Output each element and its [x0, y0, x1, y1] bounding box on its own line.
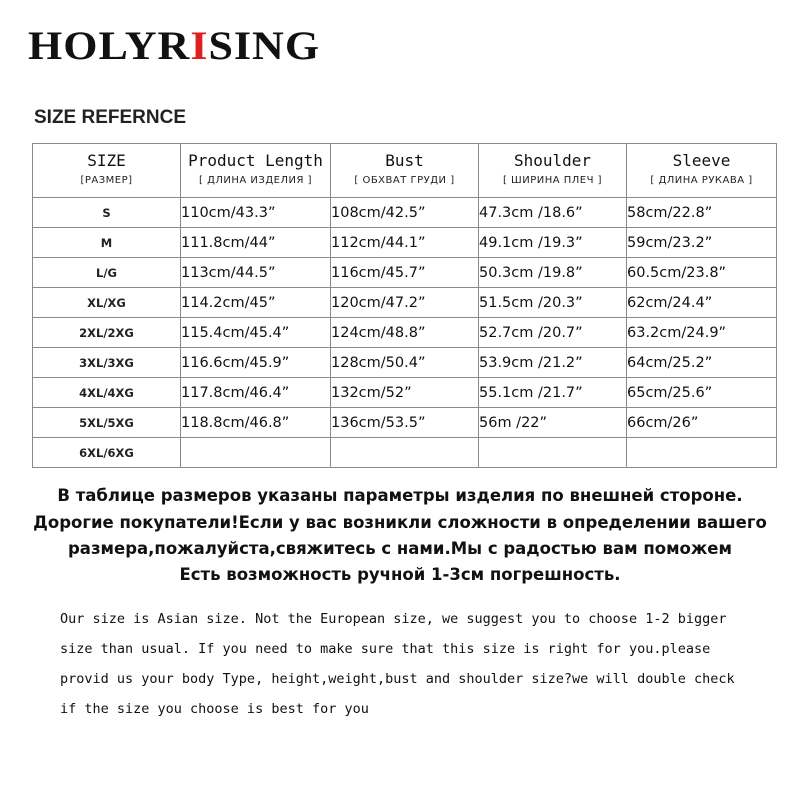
brand-letter-i: I: [190, 23, 209, 69]
header-sub: [ ДЛИНА ИЗДЕЛИЯ ]: [199, 175, 312, 186]
table-header-row: [33, 144, 777, 198]
shoulder-cell: 56m /22”: [479, 408, 627, 438]
sleeve-cell: 62cm/24.4”: [627, 288, 777, 318]
length-cell: 110cm/43.3”: [181, 198, 331, 228]
sleeve-cell: 63.2cm/24.9”: [627, 318, 777, 348]
table-row: [33, 198, 777, 228]
shoulder-cell: 49.1cm /19.3”: [479, 228, 627, 258]
header-shoulder: [479, 144, 627, 198]
header-label: SIZE: [87, 151, 126, 170]
table-row: [33, 378, 777, 408]
length-cell: 115.4cm/45.4”: [181, 318, 331, 348]
bust-cell: 120cm/47.2”: [331, 288, 479, 318]
russian-note-line: В таблице размеров указаны параметры изделия по внешней стороне.: [57, 486, 743, 505]
length-cell: 113cm/44.5”: [181, 258, 331, 288]
size-table: [32, 143, 777, 468]
english-note-line: if the size you choose is best for you: [60, 701, 369, 717]
length-cell: 114.2cm/45”: [181, 288, 331, 318]
bust-cell: [331, 438, 479, 468]
russian-note-line: Дорогие покупатели!Если у вас возникли сложности в определении вашего: [33, 513, 767, 532]
size-cell: 4XL/4XG: [33, 378, 181, 408]
brand-letter-h: H: [28, 23, 64, 69]
header-sub: [ ОБХВАТ ГРУДИ ]: [354, 175, 455, 186]
header-bust: [331, 144, 479, 198]
size-cell: 5XL/5XG: [33, 408, 181, 438]
bust-cell: 128cm/50.4”: [331, 348, 479, 378]
shoulder-cell: 53.9cm /21.2”: [479, 348, 627, 378]
table-row: [33, 408, 777, 438]
table-row: [33, 318, 777, 348]
length-cell: [181, 438, 331, 468]
bust-cell: 112cm/44.1”: [331, 228, 479, 258]
header-label: Bust: [385, 151, 424, 170]
russian-note-line: размера,пожалуйста,свяжитесь с нами.Мы с радостью вам поможем: [68, 539, 732, 558]
header-sub: [ ДЛИНА РУКАВА ]: [650, 175, 753, 186]
sleeve-cell: 65cm/25.6”: [627, 378, 777, 408]
table-row: [33, 438, 777, 468]
header-label: Sleeve: [672, 151, 731, 170]
length-cell: 116.6cm/45.9”: [181, 348, 331, 378]
size-cell: XL/XG: [33, 288, 181, 318]
brand-text-sing: SING: [208, 23, 321, 69]
english-note-line: provid us your body Type, height,weight,bust and shoulder size?we will double check: [60, 671, 735, 687]
table-row: [33, 288, 777, 318]
bust-cell: 108cm/42.5”: [331, 198, 479, 228]
sleeve-cell: 64cm/25.2”: [627, 348, 777, 378]
russian-note-line: Есть возможность ручной 1-3см погрешность.: [179, 565, 621, 584]
english-note-line: Our size is Asian size. Not the European size, we suggest you to choose 1-2 bigger: [60, 611, 727, 627]
sleeve-cell: 66cm/26”: [627, 408, 777, 438]
length-cell: 117.8cm/46.4”: [181, 378, 331, 408]
brand-text-olyr: OLYR: [63, 23, 191, 69]
english-note-line: size than usual. If you need to make sure that this size is right for you.please: [60, 641, 711, 657]
shoulder-cell: 52.7cm /20.7”: [479, 318, 627, 348]
length-cell: 118.8cm/46.8”: [181, 408, 331, 438]
bust-cell: 136cm/53.5”: [331, 408, 479, 438]
sleeve-cell: 60.5cm/23.8”: [627, 258, 777, 288]
shoulder-cell: 51.5cm /20.3”: [479, 288, 627, 318]
shoulder-cell: [479, 438, 627, 468]
shoulder-cell: 50.3cm /19.8”: [479, 258, 627, 288]
table-row: [33, 228, 777, 258]
size-cell: S: [33, 198, 181, 228]
header-sub: [ ШИРИНА ПЛЕЧ ]: [502, 175, 603, 186]
sleeve-cell: 58cm/22.8”: [627, 198, 777, 228]
size-cell: 3XL/3XG: [33, 348, 181, 378]
sleeve-cell: 59cm/23.2”: [627, 228, 777, 258]
size-cell: M: [33, 228, 181, 258]
header-product-length: [181, 144, 331, 198]
size-cell: 2XL/2XG: [33, 318, 181, 348]
size-cell: L/G: [33, 258, 181, 288]
header-label: Product Length: [188, 151, 323, 170]
table-row: [33, 258, 777, 288]
header-sleeve: [627, 144, 777, 198]
header-sub: [РАЗМЕР]: [80, 175, 133, 186]
shoulder-cell: 55.1cm /21.7”: [479, 378, 627, 408]
header-size: [33, 144, 181, 198]
table-row: [33, 348, 777, 378]
bust-cell: 124cm/48.8”: [331, 318, 479, 348]
bust-cell: 132cm/52”: [331, 378, 479, 408]
bust-cell: 116cm/45.7”: [331, 258, 479, 288]
size-cell: 6XL/6XG: [33, 438, 181, 468]
section-title: SIZE REFERNCE: [34, 107, 187, 128]
shoulder-cell: 47.3cm /18.6”: [479, 198, 627, 228]
header-label: Shoulder: [513, 151, 592, 170]
sleeve-cell: [627, 438, 777, 468]
brand-logo: [28, 23, 321, 69]
length-cell: 111.8cm/44”: [181, 228, 331, 258]
